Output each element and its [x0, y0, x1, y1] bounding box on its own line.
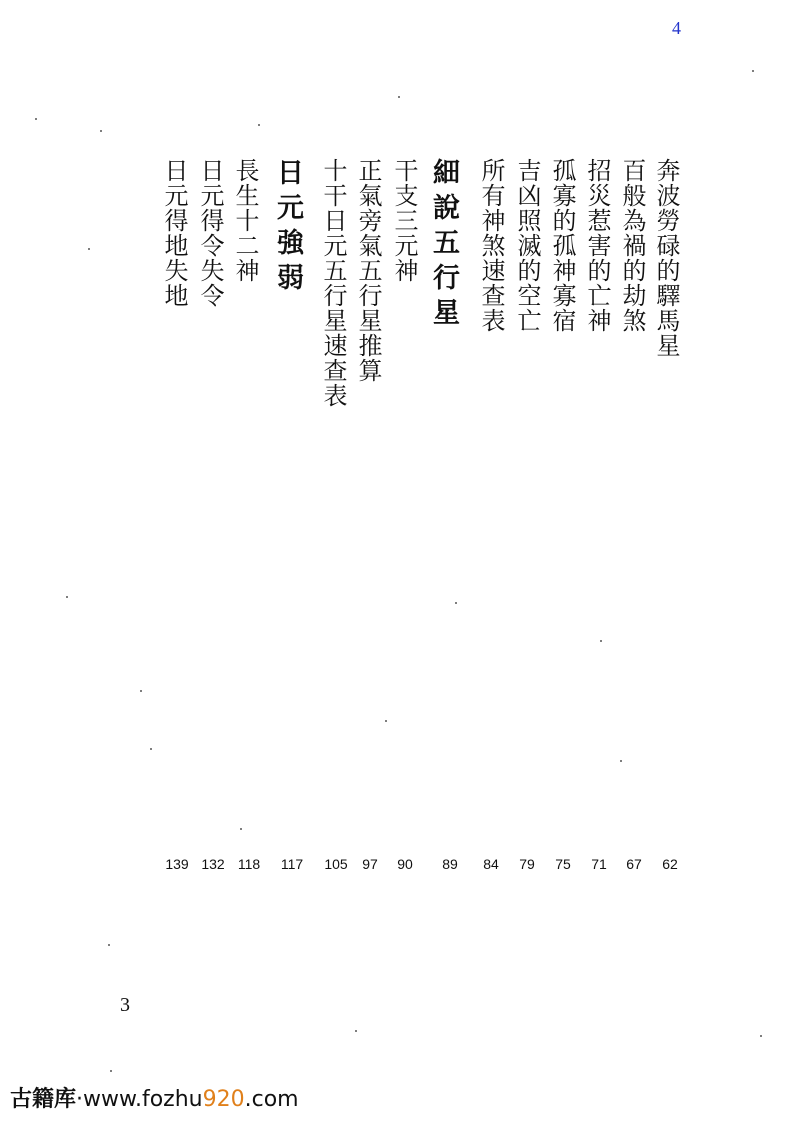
toc-page-numbers [0, 856, 789, 878]
scan-speckle [140, 690, 142, 692]
scan-speckle [88, 248, 90, 250]
toc-page-number: 139 [165, 856, 189, 872]
page-number-bottom: 3 [120, 994, 130, 1016]
watermark-url-highlight: 920 [202, 1087, 245, 1112]
toc-entry[interactable]: 吉凶照滅的空亡 [513, 158, 541, 333]
scan-speckle [110, 1070, 112, 1072]
toc-section-heading[interactable]: 日元強弱 [272, 158, 303, 298]
toc-page-number: 105 [324, 856, 348, 872]
scan-speckle [752, 70, 754, 72]
toc-page-number: 79 [519, 856, 535, 872]
toc-page-number: 67 [626, 856, 642, 872]
scan-speckle [108, 944, 110, 946]
scan-speckle [355, 1030, 357, 1032]
site-watermark[interactable] [10, 1082, 299, 1113]
watermark-url-suffix: .com [244, 1087, 299, 1112]
toc-page-number: 118 [237, 856, 261, 872]
toc-page-number: 132 [201, 856, 225, 872]
toc-entry[interactable]: 百般為禍的劫煞 [618, 158, 646, 333]
toc-entry[interactable]: 正氣旁氣五行星推算 [354, 158, 382, 383]
toc-page-number: 89 [442, 856, 458, 872]
scan-speckle [240, 828, 242, 830]
scan-speckle [600, 640, 602, 642]
toc-entry[interactable]: 長生十二神 [231, 158, 259, 283]
watermark-url-prefix: ·www.fozhu [76, 1087, 203, 1112]
toc-page-number: 97 [362, 856, 378, 872]
scan-speckle [35, 118, 37, 120]
toc-page-number: 84 [483, 856, 499, 872]
toc-entry[interactable]: 奔波勞碌的驛馬星 [652, 158, 680, 358]
scan-speckle [258, 124, 260, 126]
toc-page-number: 71 [591, 856, 607, 872]
scan-speckle [385, 720, 387, 722]
scan-speckle [100, 130, 102, 132]
scan-speckle [760, 1035, 762, 1037]
scan-speckle [150, 748, 152, 750]
toc-section-heading[interactable]: 細說五行星 [428, 158, 459, 333]
toc-page-number: 62 [662, 856, 678, 872]
scan-speckle [66, 596, 68, 598]
toc-entry[interactable]: 干支三元神 [390, 158, 418, 283]
scan-speckle [398, 96, 400, 98]
toc-entry[interactable]: 十干日元五行星速查表 [319, 158, 347, 408]
scan-speckle [620, 760, 622, 762]
page-number-top: 4 [672, 18, 681, 38]
toc-page-number: 117 [280, 856, 304, 872]
toc-page-number: 90 [397, 856, 413, 872]
scan-speckle [455, 602, 457, 604]
toc-entry[interactable]: 日元得令失令 [196, 158, 224, 308]
watermark-label: 古籍库 [10, 1087, 77, 1112]
toc-page-number: 75 [555, 856, 571, 872]
toc-entry[interactable]: 日元得地失地 [160, 158, 188, 308]
toc-entry[interactable]: 孤寡的孤神寡宿 [548, 158, 576, 333]
toc-entry[interactable]: 所有神煞速查表 [477, 158, 505, 333]
toc-entry[interactable]: 招災惹害的亡神 [583, 158, 611, 333]
